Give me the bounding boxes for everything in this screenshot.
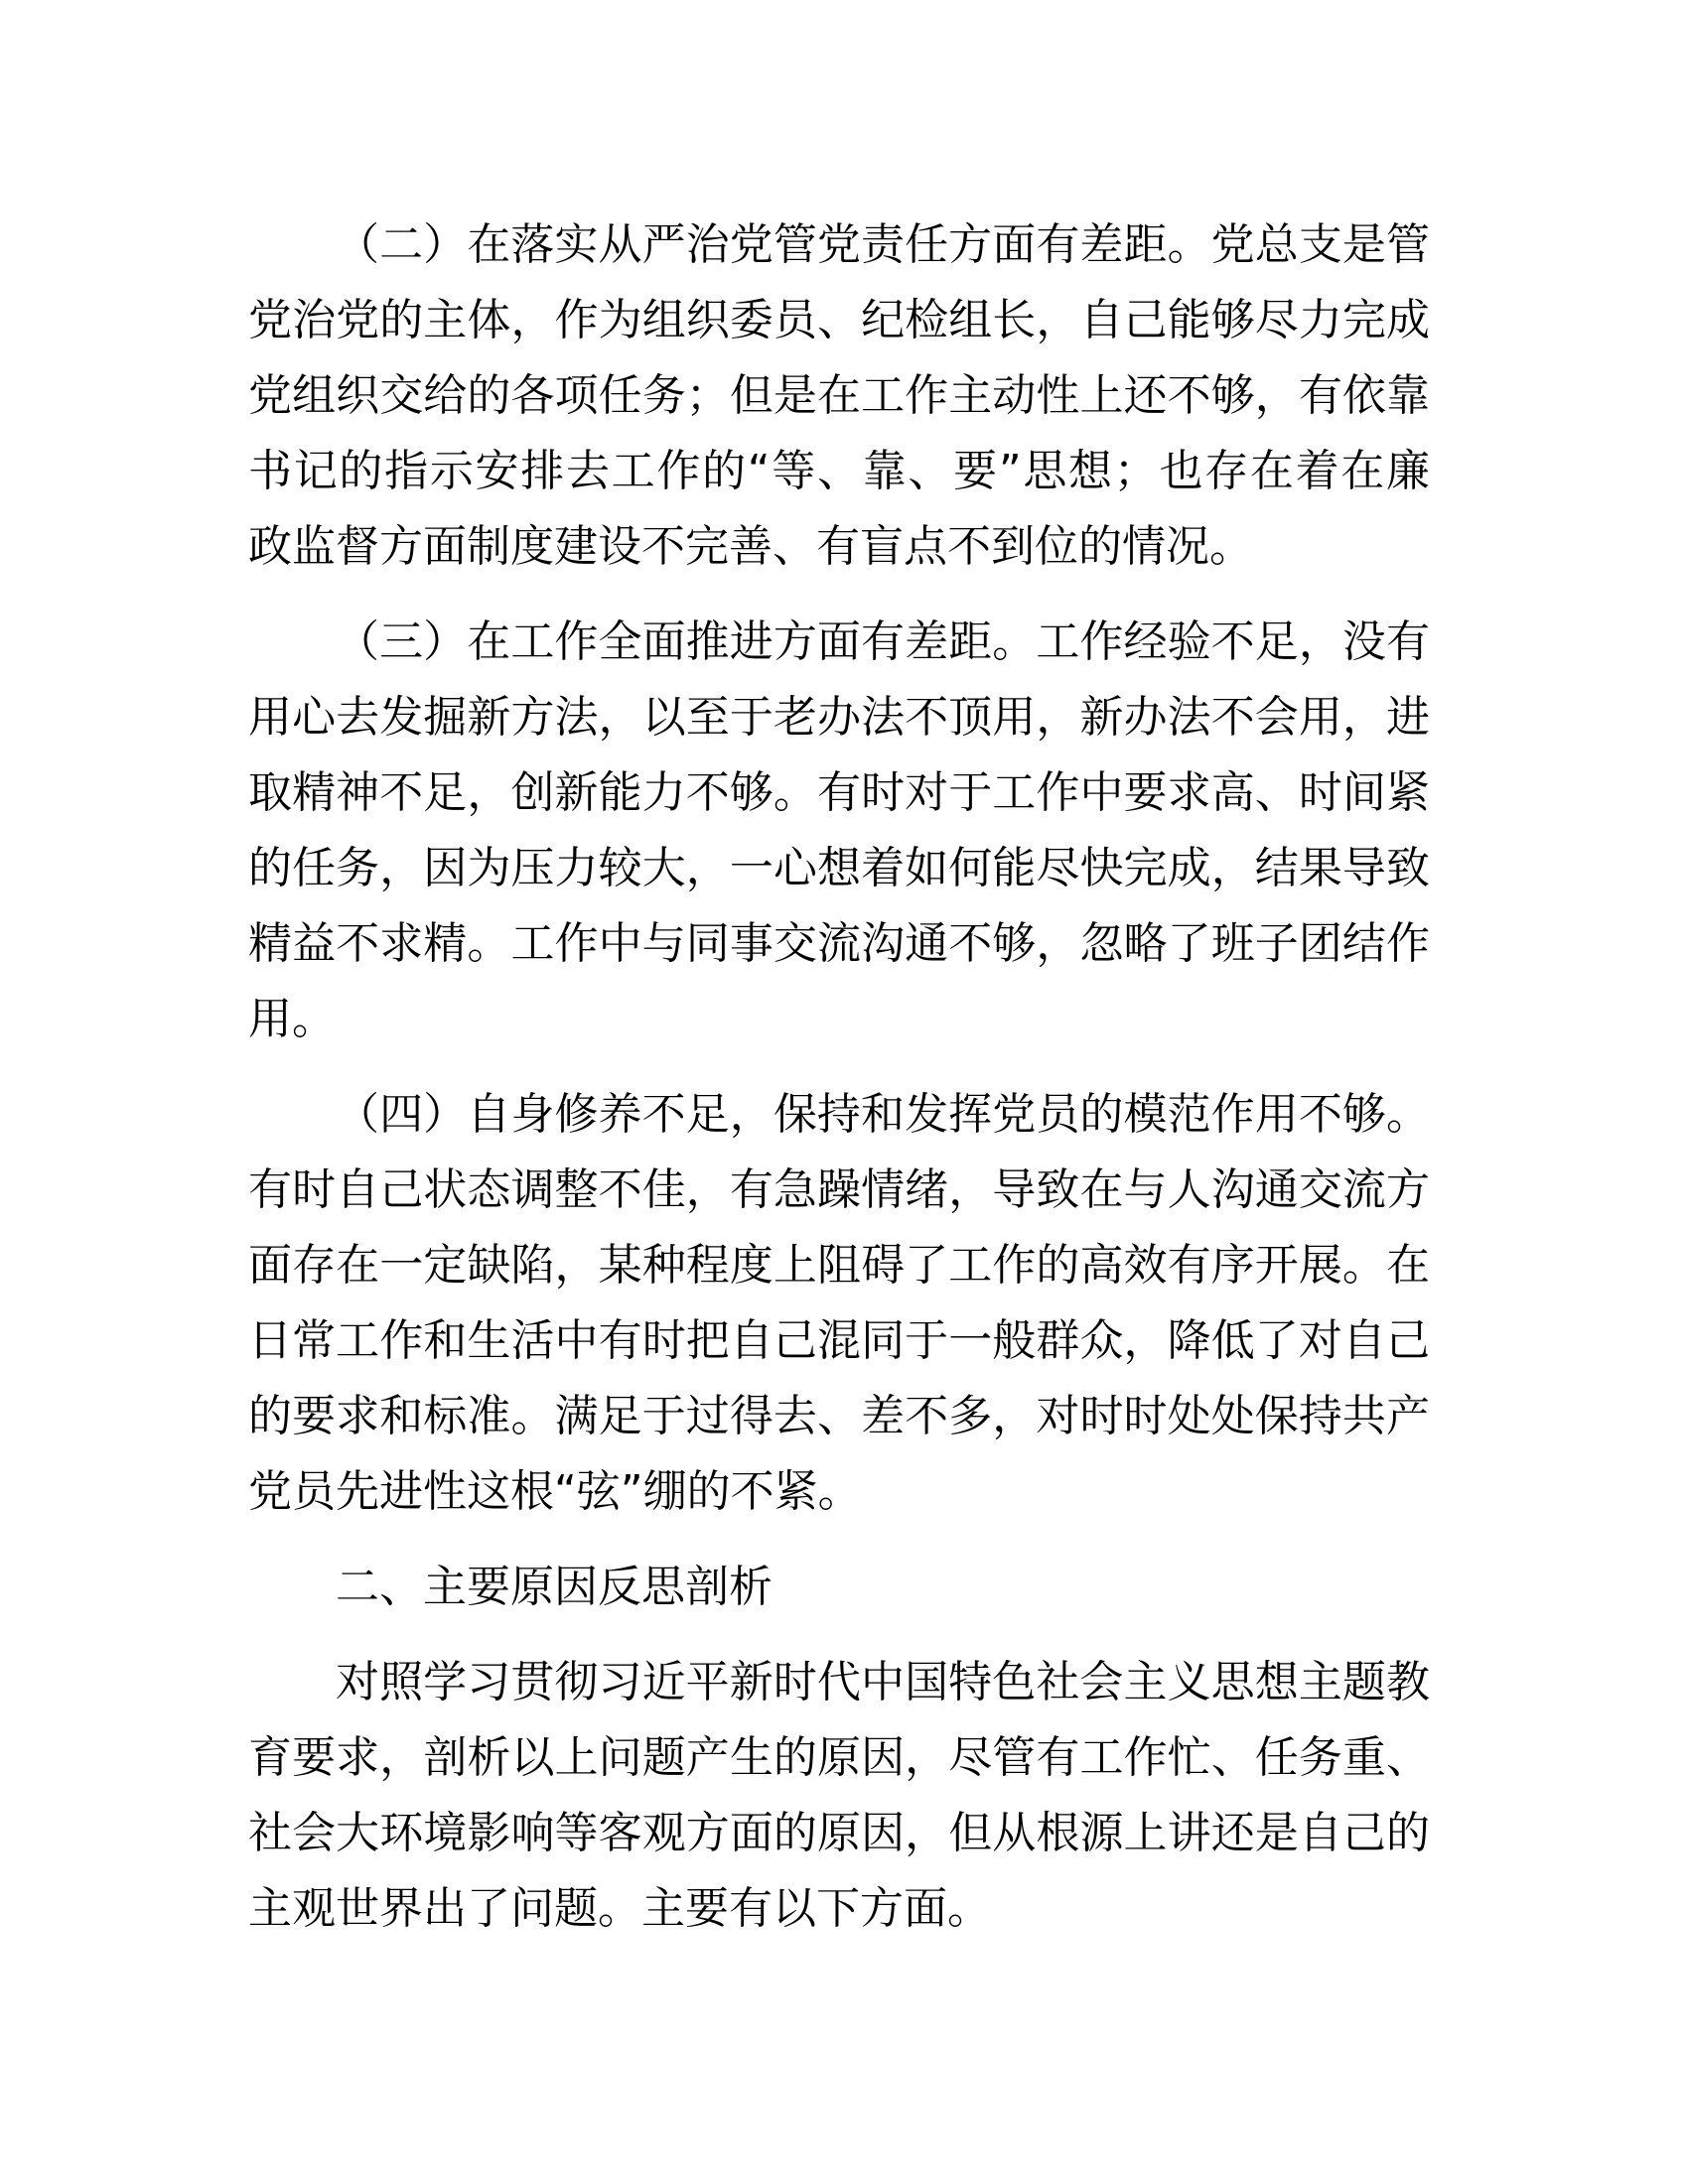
text-line: 精益不求精。工作中与同事交流沟通不够，忽略了班子团结作 xyxy=(248,918,1430,969)
text-line: 党治党的主体，作为组织委员、纪检组长，自己能够尽力完成 xyxy=(248,295,1430,345)
text-line: 面存在一定缺陷，某种程度上阻碍了工作的高效有序开展。在 xyxy=(248,1240,1430,1291)
text-line: 二、主要原因反思剖析 xyxy=(336,1562,773,1612)
text-line: 日常工作和生活中有时把自己混同于一般群众，降低了对自己 xyxy=(248,1315,1430,1366)
text-line: 社会大环境影响等客观方面的原因，但从根源上讲还是自己的 xyxy=(248,1808,1430,1858)
text-line: 的要求和标准。满足于过得去、差不多，对时时处处保持共产 xyxy=(248,1391,1430,1441)
text-line: 用心去发掘新方法，以至于老办法不顶用，新办法不会用，进 xyxy=(248,692,1430,743)
text-line: 有时自己状态调整不佳，有急躁情绪，导致在与人沟通交流方 xyxy=(248,1164,1430,1215)
document-body xyxy=(248,207,1430,1967)
text-line: 的任务，因为压力较大，一心想着如何能尽快完成，结果导致 xyxy=(248,843,1430,893)
text-line: 书记的指示安排去工作的“等、靠、要”思想；也存在着在廉 xyxy=(248,446,1430,496)
text-line: 取精神不足，创新能力不够。有时对于工作中要求高、时间紧 xyxy=(248,767,1430,818)
paragraph xyxy=(248,207,1430,585)
text-line: 主观世界出了问题。主要有以下方面。 xyxy=(248,1883,991,1934)
paragraph xyxy=(248,1645,1430,1947)
paragraph xyxy=(248,605,1430,1057)
text-line: （二）在落实从严治党管党责任方面有差距。党总支是管 xyxy=(336,219,1430,270)
text-line: 政监督方面制度建设不完善、有盲点不到位的情况。 xyxy=(248,521,1253,572)
section-heading xyxy=(248,1550,1430,1625)
text-line: 育要求，剖析以上问题产生的原因，尽管有工作忙、任务重、 xyxy=(248,1732,1430,1783)
text-line: 用。 xyxy=(248,994,336,1044)
paragraph xyxy=(248,1077,1430,1530)
text-line: （三）在工作全面推进方面有差距。工作经验不足，没有 xyxy=(336,616,1430,667)
text-line: 党员先进性这根“弦”绷的不紧。 xyxy=(248,1466,862,1517)
text-line: 党组织交给的各项任务；但是在工作主动性上还不够，有依靠 xyxy=(248,370,1430,421)
text-line: （四）自身修养不足，保持和发挥党员的模范作用不够。 xyxy=(336,1089,1430,1140)
text-line: 对照学习贯彻习近平新时代中国特色社会主义思想主题教 xyxy=(336,1657,1430,1707)
